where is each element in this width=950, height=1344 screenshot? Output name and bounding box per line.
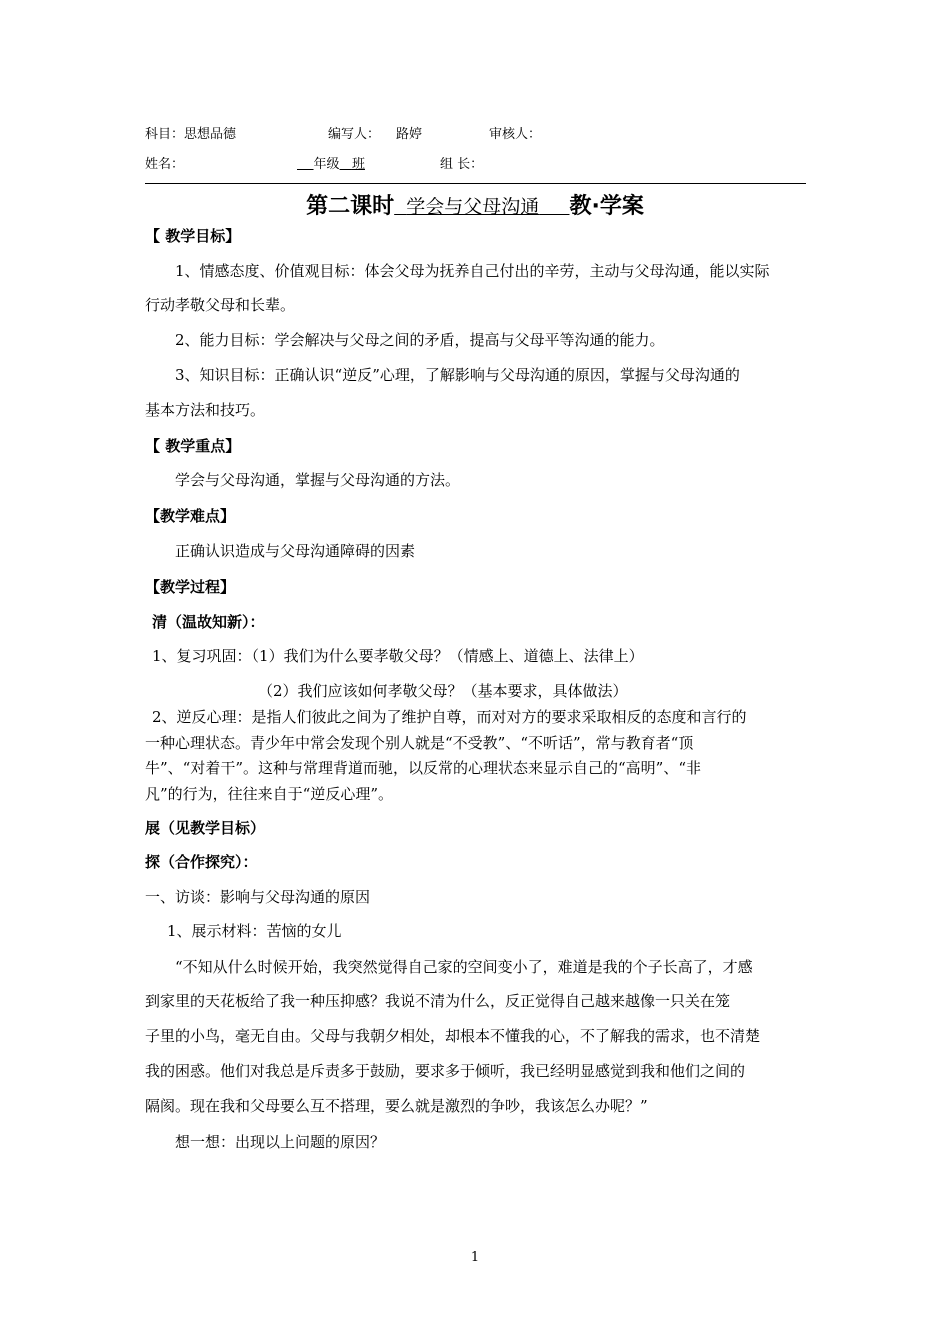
key-text: 学会与父母沟通，掌握与父母沟通的方法。 — [175, 471, 461, 489]
interview-heading: 一、访谈：影响与父母沟通的原因 — [145, 888, 371, 906]
page-number: 1 — [470, 1250, 480, 1265]
author-name: 路婷 — [396, 127, 423, 142]
grade-field — [297, 153, 365, 172]
grade-label: 年级 — [313, 157, 340, 172]
quote-line-3: 子里的小鸟，毫无自由。父母与我朝夕相处，却根本不懂我的心，不了解我的需求，也不清楚 — [145, 1027, 761, 1045]
show-heading: 展（见教学目标） — [145, 819, 266, 837]
rebel-line-4: 凡”的行为，往往来自于“逆反心理”。 — [145, 785, 394, 803]
goal-2: 2、能力目标：学会解决与父母之间的矛盾，提高与父母平等沟通的能力。 — [175, 331, 665, 349]
quote-line-5: 隔阂。现在我和父母要么互不搭理，要么就是激烈的争吵，我该怎么办呢？” — [145, 1097, 648, 1115]
author-label: 编写人： — [328, 127, 381, 142]
review-item-2: （2）我们应该如何孝敬父母？（基本要求，具体做法） — [258, 682, 628, 700]
rebel-line-3: 牛”、“对着干”。这种与常理背道而驰，以反常的心理状态来显示自己的“高明”、“非 — [145, 759, 702, 777]
process-heading: 【教学过程】 — [145, 578, 236, 596]
explore-heading: 探（合作探究）： — [145, 853, 258, 871]
quote-line-1: “不知从什么时候开始，我突然觉得自己家的空间变小了，难道是我的个子长高了，才感 — [175, 958, 753, 976]
header-divider — [145, 183, 806, 184]
rebel-line-1: 2、逆反心理：是指人们彼此之间为了维护自尊，而对对方的要求采取相反的态度和言行的 — [152, 708, 747, 726]
group-leader-label: 组 长： — [440, 157, 484, 172]
goal-1-line-2: 行动孝敬父母和长辈。 — [145, 296, 296, 314]
key-heading: 【 教学重点】 — [145, 437, 241, 455]
class-label: 班 — [351, 157, 365, 172]
reviewer-label: 审核人： — [489, 127, 542, 142]
subject-label: 科目：思想品德 — [145, 127, 237, 142]
title-prefix: 第二课时 — [306, 194, 395, 219]
title-suffix: 教·学案 — [569, 194, 644, 219]
title-topic: 学会与父母沟通 — [406, 196, 540, 218]
name-label: 姓名： — [145, 157, 185, 172]
goal-1-line-1: 1、情感态度、价值观目标：体会父母为抚养自己付出的辛劳，主动与父母沟通，能以实际 — [175, 262, 770, 280]
think-question: 想一想：出现以上问题的原因？ — [175, 1133, 386, 1151]
quote-line-2: 到家里的天花板给了我一种压抑感？我说不清为什么，反正觉得自己越来越像一只关在笼 — [145, 992, 731, 1010]
page-title — [0, 189, 950, 220]
material-heading: 1、展示材料：苦恼的女儿 — [167, 922, 342, 940]
quote-line-4: 我的困惑。他们对我总是斥责多于鼓励，要求多于倾听，我已经明显感觉到我和他们之间的 — [145, 1062, 746, 1080]
goal-3-line-1: 3、知识目标：正确认识“逆反”心理，了解影响与父母沟通的原因，掌握与父母沟通的 — [175, 366, 740, 384]
rebel-line-2: 一种心理状态。青少年中常会发现个别人就是“不受教”、“不听话”，常与教育者“顶 — [145, 734, 694, 752]
goal-3-line-2: 基本方法和技巧。 — [145, 401, 266, 419]
difficulty-heading: 【教学难点】 — [145, 507, 236, 525]
review-item-1: 1、复习巩固：（1）我们为什么要孝敬父母？（情感上、道德上、法律上） — [152, 647, 644, 665]
goals-heading: 【 教学目标】 — [145, 227, 241, 245]
review-heading: 清（温故知新）： — [152, 613, 265, 631]
difficulty-text: 正确认识造成与父母沟通障碍的因素 — [175, 542, 416, 560]
